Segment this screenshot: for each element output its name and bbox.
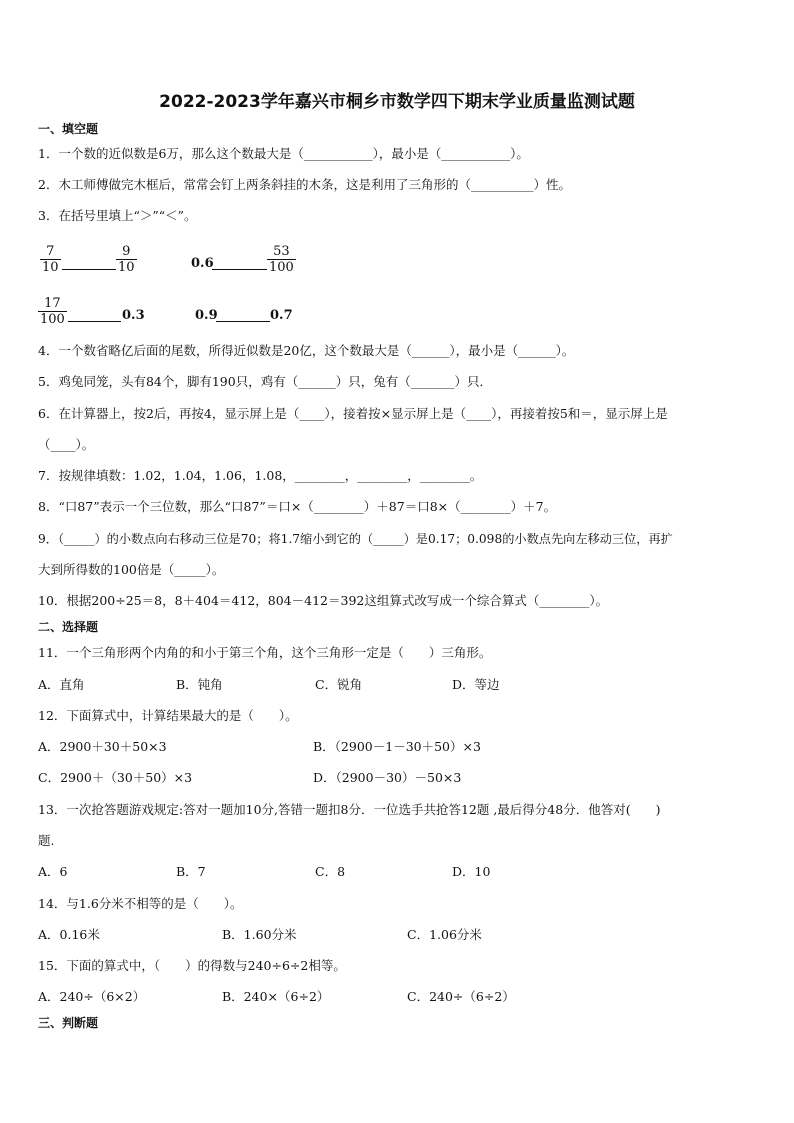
question-12: 12．下面算式中，计算结果最大的是（ ）。	[38, 708, 298, 723]
question-1: 1．一个数的近似数是6万，那么这个数最大是（___________），最小是（___________）。	[38, 146, 529, 161]
fraction-numerator: 53	[273, 244, 290, 259]
question-3: 3．在括号里填上“＞”“＜”。	[38, 208, 197, 223]
q12-option-c: C．2900＋（30＋50）×3	[38, 770, 193, 785]
compare-blank[interactable]	[68, 321, 121, 322]
question-7: 7．按规律填数：1.02，1.04，1.06，1.08，________，________，________。	[38, 468, 483, 483]
compare-blank[interactable]	[216, 321, 270, 322]
compare-blank[interactable]	[212, 269, 267, 270]
question-13: 13．一次抢答题游戏规定:答对一题加10分,答错一题扣8分．一位选手共抢答12题 ,最后得分48分．他答对( )	[38, 802, 661, 817]
fraction-denominator: 10	[42, 260, 59, 275]
q13-option-d: D．10	[452, 864, 491, 879]
fraction-53-100	[267, 244, 296, 275]
fraction-17-100	[38, 296, 67, 327]
question-9-continued: 大到所得数的100倍是（_____）。	[38, 562, 225, 577]
question-11: 11．一个三角形两个内角的和小于第三个角，这个三角形一定是（ ）三角形。	[38, 645, 492, 660]
fraction-numerator: 17	[44, 296, 61, 311]
q11-option-b: B．钝角	[176, 677, 223, 692]
q13-option-a: A．6	[38, 864, 68, 879]
q13-option-b: B．7	[176, 864, 206, 879]
decimal-value: 0.6	[191, 256, 214, 271]
fraction-9-10	[116, 244, 137, 275]
q12-option-d: D．（2900－30）－50×3	[313, 770, 462, 785]
question-2: 2．木工师傅做完木框后，常常会钉上两条斜挂的木条，这是利用了三角形的（__________）性。	[38, 177, 571, 192]
page-title: 2022-2023学年嘉兴市桐乡市数学四下期末学业质量监测试题	[159, 92, 635, 112]
question-8: 8．“口87”表示一个三位数，那么“口87”＝口×（________）＋87＝口8×（________）＋7。	[38, 499, 557, 514]
q14-option-b: B．1.60分米	[222, 927, 297, 942]
q15-option-b: B．240×（6÷2）	[222, 989, 330, 1004]
fraction-7-10	[40, 244, 61, 275]
q14-option-a: A．0.16米	[38, 927, 100, 942]
q12-option-a: A．2900＋30＋50×3	[38, 739, 167, 754]
decimal-value: 0.9	[195, 308, 218, 323]
fraction-denominator: 10	[118, 260, 135, 275]
fraction-denominator: 100	[269, 260, 294, 275]
q15-option-c: C．240÷（6÷2）	[407, 989, 515, 1004]
fraction-numerator: 9	[122, 244, 131, 259]
question-10: 10．根据200÷25＝8，8＋404＝412，804－412＝392这组算式改写成一个综合算式（________）。	[38, 593, 609, 608]
question-4: 4．一个数省略亿后面的尾数，所得近似数是20亿，这个数最大是（______），最小是（______）。	[38, 343, 575, 358]
q14-option-c: C．1.06分米	[407, 927, 482, 942]
q11-option-c: C．锐角	[315, 677, 363, 692]
question-6-continued: （____）。	[38, 437, 95, 452]
question-6: 6．在计算器上，按2后，再按4，显示屏上是（____），接着按×显示屏上是（____），再接着按5和＝，显示屏上是	[38, 406, 668, 421]
question-14: 14．与1.6分米不相等的是（ ）。	[38, 896, 243, 911]
section-heading-fill-in: 一、填空题	[38, 122, 99, 136]
q12-option-b: B．（2900－1－30＋50）×3	[313, 739, 481, 754]
q11-option-a: A．直角	[38, 677, 85, 692]
fraction-numerator: 7	[46, 244, 55, 259]
fraction-denominator: 100	[40, 312, 65, 327]
question-13-continued: 题.	[38, 833, 55, 848]
question-15: 15．下面的算式中，（ ）的得数与240÷6÷2相等。	[38, 958, 346, 973]
decimal-value: 0.3	[122, 308, 145, 323]
question-5: 5．鸡兔同笼，头有84个，脚有190只，鸡有（______）只，兔有（_______）只．	[38, 374, 492, 389]
q13-option-c: C．8	[315, 864, 346, 879]
q11-option-d: D．等边	[452, 677, 500, 692]
compare-blank[interactable]	[62, 269, 116, 270]
question-9: 9．（_____）的小数点向右移动三位是70；将1.7缩小到它的（_____）是0.17；0.098的小数点先向左移动三位，再扩	[38, 532, 673, 546]
q15-option-a: A．240÷（6×2）	[38, 989, 146, 1004]
decimal-value: 0.7	[270, 308, 293, 323]
section-heading-choice: 二、选择题	[38, 620, 99, 634]
section-heading-judgement: 三、判断题	[38, 1016, 99, 1030]
